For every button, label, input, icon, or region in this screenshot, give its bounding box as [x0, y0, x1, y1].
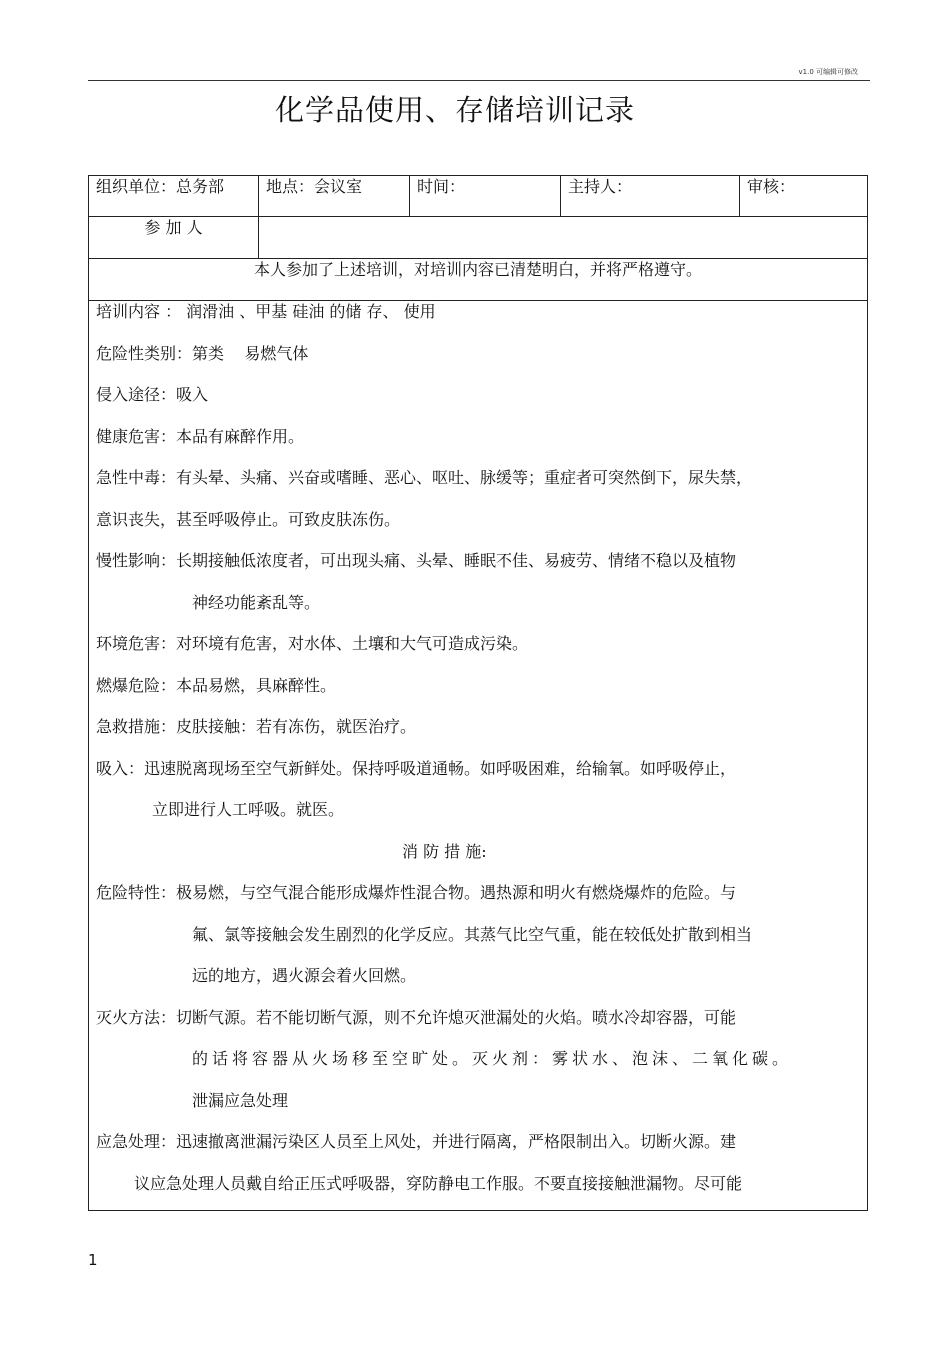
- statement-text: 本人参加了上述培训，对培训内容已清楚明白，并将严格遵守。: [253, 260, 702, 279]
- content-line: 急救措施：皮肤接触：若有冻伤，就医治疗。: [96, 717, 417, 736]
- content-line: 慢性影响：长期接触低浓度者，可出现头痛、头晕、睡眠不佳、易疲劳、情绪不稳以及植物: [96, 551, 737, 570]
- content-line: 灭火方法：切断气源。若不能切断气源，则不允许熄灭泄漏处的火焰。喷水冷却容器，可能: [96, 1008, 737, 1027]
- participants-field: [259, 217, 868, 258]
- content-line: 氟、氯等接触会发生剧烈的化学反应。其蒸气比空气重，能在较低处扩散到相当: [192, 925, 753, 944]
- col-divider: [258, 176, 259, 217]
- content-line: 吸入：迅速脱离现场至空气新鲜处。保持呼吸道通畅。如呼吸困难，给输氧。如呼吸停止，: [96, 759, 737, 778]
- info-row: [89, 176, 867, 217]
- content-line: 意识丧失，甚至呼吸停止。可致皮肤冻伤。: [96, 510, 401, 529]
- content-line: 远的地方，遇火源会着火回燃。: [192, 966, 417, 985]
- host-cell: 主持人：: [568, 177, 633, 196]
- content-line: 应急处理：迅速撤离泄漏污染区人员至上风处，并进行隔离，严格限制出入。切断火源。建: [96, 1132, 737, 1151]
- col-divider: [739, 176, 740, 217]
- content-line: 神经功能紊乱等。: [192, 593, 321, 612]
- content-line: 环境危害：对环境有危害，对水体、土壤和大气可造成污染。: [96, 634, 529, 653]
- page-title: 化学品使用、存储培训记录: [274, 93, 635, 127]
- statement-row: [89, 259, 867, 301]
- location-cell: 地点：会议室: [266, 177, 363, 196]
- content-line: 侵入途径：吸入: [96, 385, 209, 404]
- org-cell: 组织单位：总务部: [96, 177, 225, 196]
- content-line: 培训内容 ： 润滑油 、甲基 硅油 的储 存、 使用: [96, 302, 436, 321]
- review-cell: 审核：: [747, 177, 796, 196]
- content-line: 立即进行人工呼吸。就医。: [152, 800, 345, 819]
- content-line: 危险性类别：第类 易燃气体: [96, 344, 309, 363]
- content-line: 燃爆危险：本品易燃，具麻醉性。: [96, 676, 337, 695]
- training-content: [89, 299, 867, 1210]
- content-line: 危险特性：极易燃，与空气混合能形成爆炸性混合物。遇热源和明火有燃烧爆炸的危险。与: [96, 883, 737, 902]
- training-record-table: [88, 175, 868, 1211]
- col-divider: [560, 176, 561, 217]
- content-line: 急性中毒：有头晕、头痛、兴奋或嗜睡、恶心、呕吐、脉缓等；重症者可突然倒下，尿失禁，: [96, 468, 753, 487]
- header-rule: [88, 80, 870, 81]
- participants-row: [89, 217, 867, 259]
- col-divider: [258, 217, 259, 259]
- version-note: v1.0 可编辑可修改: [798, 68, 858, 76]
- content-line: 泄漏应急处理: [192, 1091, 289, 1110]
- participants-label: 参 加 人: [144, 218, 203, 237]
- section-heading: 消 防 措 施:: [402, 842, 487, 861]
- col-divider: [409, 176, 410, 217]
- content-line: 的话将容器从火场移至空旷处。灭火剂：雾状水、泡沫、二氧化碳。: [192, 1049, 793, 1068]
- content-line: 议应急处理人员戴自给正压式呼吸器，穿防静电工作服。不要直接接触泄漏物。尽可能: [134, 1174, 743, 1193]
- page-number: 1: [88, 1251, 98, 1269]
- content-line: 健康危害：本品有麻醉作用。: [96, 427, 305, 446]
- time-cell: 时间：: [417, 177, 466, 196]
